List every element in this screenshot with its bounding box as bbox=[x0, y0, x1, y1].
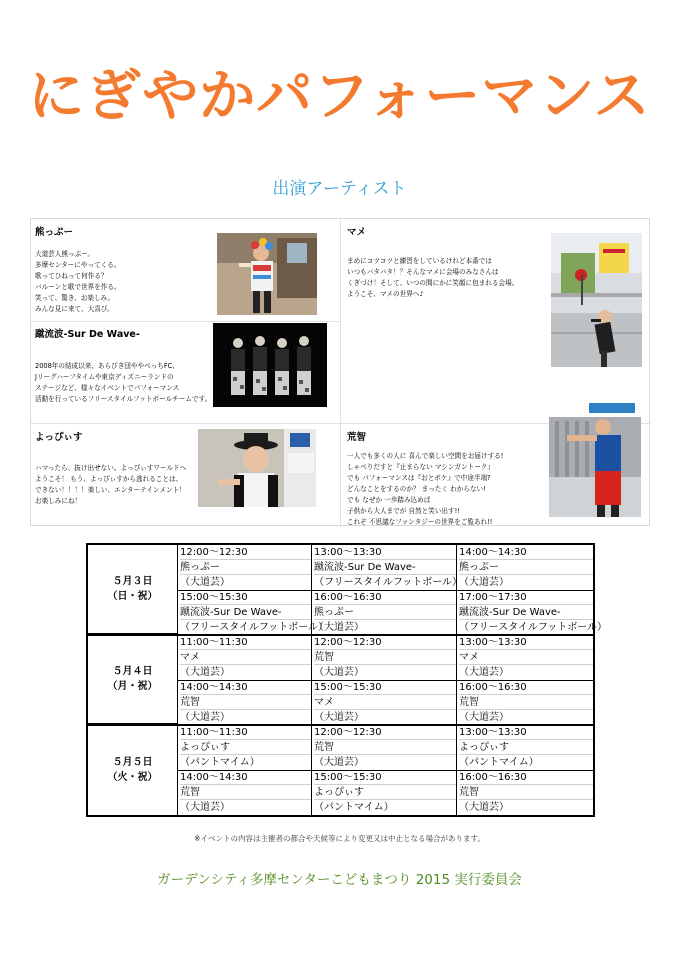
slot-time: 12:00〜12:30 bbox=[180, 545, 311, 560]
schedule-day-label bbox=[88, 545, 178, 635]
schedule-slot bbox=[312, 680, 457, 725]
slot-act: 蹴流波-Sur De Wave- bbox=[459, 605, 593, 620]
schedule-weekday: （月・祝） bbox=[107, 681, 158, 692]
artist-name: 熊っぷー bbox=[35, 227, 74, 238]
disclaimer-note: ※イベントの内容は主催者の都合や天候等により変更又は中止となる場合があります。 bbox=[194, 834, 485, 843]
artist-desc: ハマったら、抜け出せない。よっぴぃすワールドへ ようこそ！ もう、よっぴぃすから逃れることは、 できない！！！！楽しい、エンターテインメント！ お楽しみにね！ bbox=[35, 464, 187, 505]
schedule-day-label bbox=[88, 725, 178, 815]
slot-type: （大道芸） bbox=[180, 577, 230, 588]
slot-act: マメ bbox=[459, 650, 593, 665]
schedule-date: ５月３日 bbox=[112, 576, 153, 587]
artist-photo-mame bbox=[551, 233, 642, 367]
slot-time: 14:00〜14:30 bbox=[180, 680, 311, 695]
slot-type: （大道芸） bbox=[180, 667, 230, 678]
slot-type: （パントマイム） bbox=[180, 757, 260, 768]
slot-type: （フリースタイルフットボール） bbox=[314, 577, 462, 588]
slot-type: （大道芸） bbox=[459, 802, 509, 813]
slot-time: 16:00〜16:30 bbox=[314, 590, 456, 605]
artist-desc: 2008年の結成以来、あらびき団ややべっちFC、 Jリーグハーフタイムや東京ディズニーランドの ステージなど、様々なイベントでパフォーマンス 活動を行っているフリースタイルフットボールチームです。 bbox=[35, 362, 212, 403]
schedule-date: ５月５日 bbox=[112, 757, 153, 768]
slot-time: 11:00〜11:30 bbox=[180, 725, 311, 740]
slot-type: （大道芸） bbox=[459, 577, 509, 588]
artist-photo-kumappu bbox=[217, 233, 317, 315]
artist-desc: 大道芸人熊っぷー。 多摩センターにやってくる。 歌ってひねって何作る？ バルーンと歌で世界を作る。 笑って、驚き、お楽しみ。 みんな見に来て、大喜び。 bbox=[35, 250, 121, 313]
slot-act: 荒智 bbox=[459, 785, 593, 800]
slot-act: 熊っぷー bbox=[180, 560, 311, 575]
slot-type: （フリースタイルフットボール） bbox=[459, 622, 607, 633]
slot-act: 荒智 bbox=[459, 695, 593, 710]
slot-type: （大道芸） bbox=[459, 712, 509, 723]
page-title: にぎやかパフォーマンス bbox=[28, 64, 651, 129]
slot-time: 16:00〜16:30 bbox=[459, 680, 593, 695]
schedule-date: ５月４日 bbox=[112, 666, 153, 677]
slot-type: （パントマイム） bbox=[314, 802, 394, 813]
schedule-slot bbox=[178, 680, 312, 725]
slot-act: 蹴流波-Sur De Wave- bbox=[314, 560, 456, 575]
slot-type: （フリースタイルフットボール） bbox=[180, 622, 328, 633]
artist-photo-surdewave bbox=[213, 323, 327, 407]
slot-time: 17:00〜17:30 bbox=[459, 590, 593, 605]
artist-desc: まめにコツコツと練習をしているけれど本番では いつもバタバタ！？そんなマメに会場のみなさんは くぎづけ！そして、いつの間にかに笑顔に包まれる会場。 ようこそ、マメの世界へ♪ bbox=[347, 257, 519, 298]
schedule-slot bbox=[178, 590, 328, 635]
slot-act: 荒智 bbox=[314, 650, 456, 665]
slot-type: （パントマイム） bbox=[459, 757, 539, 768]
artist-grid bbox=[30, 218, 650, 526]
schedule-table bbox=[86, 543, 607, 817]
artist-desc: 一人でも多くの人に 喜んで楽しい空間をお届けする! しゃべりだすと『止まらない マシンガントーク』 でも パフォーマンスは『おとボケ』で中途半端? どんなことをするのか？ まったく わからない! でも なぜか 一歩踏み込めば 子供から大人までが 自然と笑い出す!! これぞ 不思議なファンタジーの世界をご覧あれ!! bbox=[347, 452, 504, 526]
schedule-slot bbox=[312, 635, 457, 680]
slot-time: 13:00〜13:30 bbox=[459, 725, 593, 740]
slot-time: 15:00〜15:30 bbox=[180, 590, 311, 605]
slot-type: （大道芸） bbox=[459, 667, 509, 678]
organizer-footer: ガーデンシティ多摩センターこどもまつり 2015 実行委員会 bbox=[157, 872, 522, 888]
schedule-weekday: （日・祝） bbox=[107, 591, 158, 602]
artist-name: マメ bbox=[347, 227, 367, 238]
slot-act: よっぴぃす bbox=[180, 740, 311, 755]
slot-type: （大道芸） bbox=[314, 667, 364, 678]
artist-name: 荒智 bbox=[347, 432, 367, 443]
slot-type: （大道芸） bbox=[314, 757, 364, 768]
schedule-day-label bbox=[88, 635, 178, 725]
schedule-slot bbox=[178, 770, 312, 815]
schedule-slot bbox=[178, 725, 312, 770]
slot-act: マメ bbox=[314, 695, 456, 710]
schedule-slot bbox=[457, 590, 607, 635]
slot-act: 荒智 bbox=[180, 695, 311, 710]
schedule-slot bbox=[457, 680, 593, 725]
slot-act: よっぴぃす bbox=[314, 785, 456, 800]
slot-type: （大道芸） bbox=[314, 712, 364, 723]
schedule-slot bbox=[312, 770, 457, 815]
slot-act: 熊っぷー bbox=[459, 560, 593, 575]
slot-act: マメ bbox=[180, 650, 311, 665]
slot-time: 15:00〜15:30 bbox=[314, 680, 456, 695]
schedule-slot bbox=[457, 545, 593, 590]
artist-name: 蹴流波-Sur De Wave- bbox=[35, 329, 140, 340]
slot-time: 15:00〜15:30 bbox=[314, 770, 456, 785]
schedule-slot bbox=[457, 635, 593, 680]
slot-time: 12:00〜12:30 bbox=[314, 725, 456, 740]
artist-photo-yoppiisu bbox=[198, 429, 316, 507]
slot-act: 熊っぷー bbox=[314, 605, 456, 620]
schedule-weekday: （火・祝） bbox=[107, 772, 158, 783]
schedule-slot bbox=[178, 545, 312, 590]
artist-name: よっぴぃす bbox=[35, 432, 83, 443]
slot-act: 荒智 bbox=[180, 785, 311, 800]
schedule-slot bbox=[178, 635, 312, 680]
slot-time: 13:00〜13:30 bbox=[459, 635, 593, 650]
slot-type: （大道芸） bbox=[180, 802, 230, 813]
schedule-slot bbox=[312, 725, 457, 770]
slot-time: 11:00〜11:30 bbox=[180, 635, 311, 650]
schedule-slot bbox=[312, 590, 457, 635]
schedule-slot bbox=[457, 770, 593, 815]
section-subtitle: 出演アーティスト bbox=[272, 179, 407, 199]
slot-time: 14:00〜14:30 bbox=[180, 770, 311, 785]
slot-act: 荒智 bbox=[314, 740, 456, 755]
slot-time: 16:00〜16:30 bbox=[459, 770, 593, 785]
slot-type: （大道芸） bbox=[180, 712, 230, 723]
slot-type: （大道芸） bbox=[314, 622, 364, 633]
schedule-slot bbox=[312, 545, 462, 590]
schedule-slot bbox=[457, 725, 593, 770]
slot-time: 13:00〜13:30 bbox=[314, 545, 456, 560]
slot-act: よっぴぃす bbox=[459, 740, 593, 755]
slot-time: 14:00〜14:30 bbox=[459, 545, 593, 560]
artist-photo-arachi bbox=[549, 399, 641, 517]
slot-time: 12:00〜12:30 bbox=[314, 635, 456, 650]
slot-act: 蹴流波-Sur De Wave- bbox=[180, 605, 311, 620]
